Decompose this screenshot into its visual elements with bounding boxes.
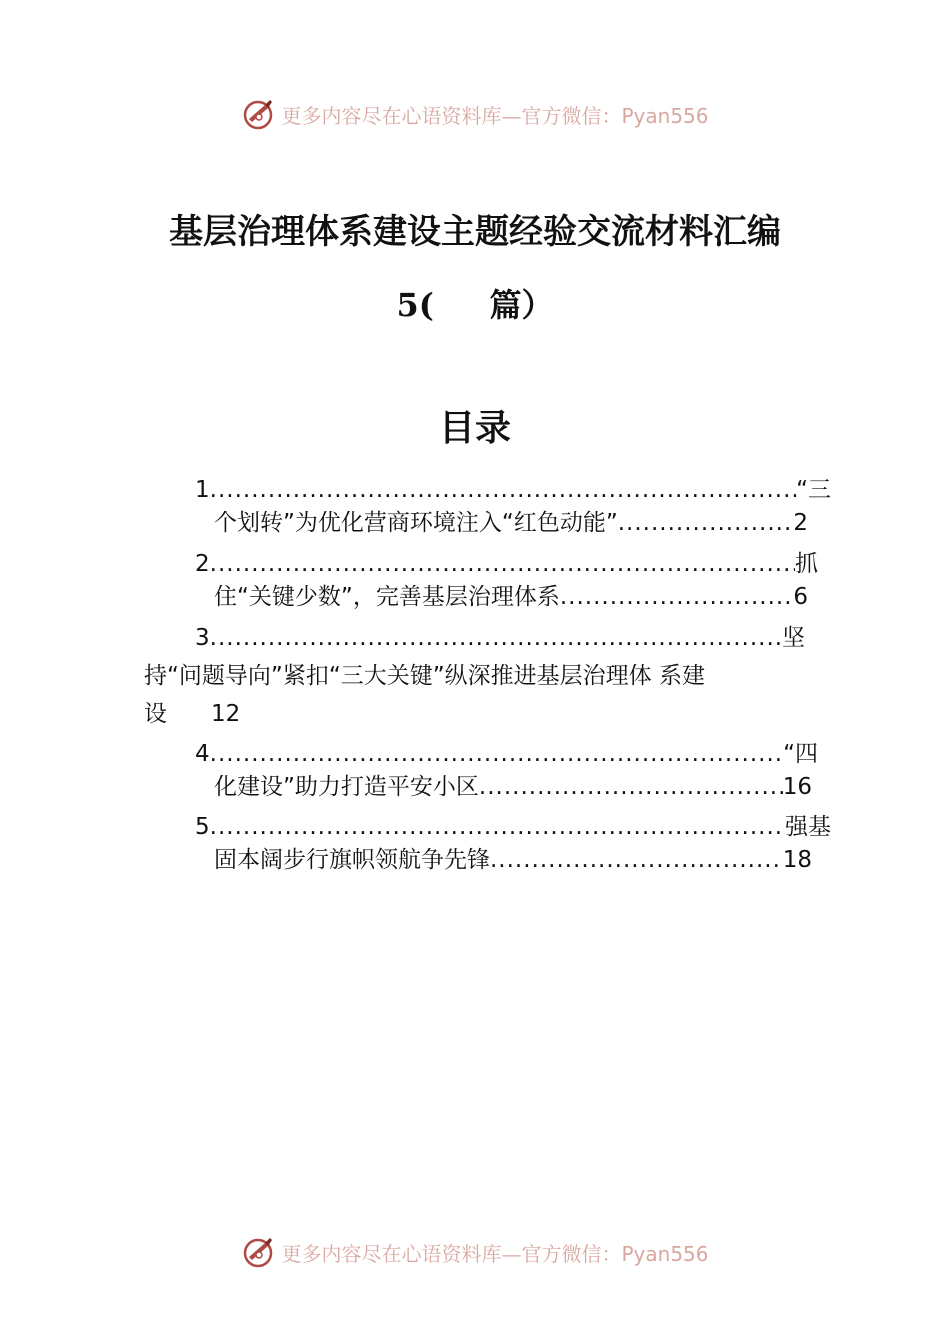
toc-leader-dots [210,739,783,769]
toc-entry-title: 固本阔步行旗帜领航争先锋 [214,847,490,873]
toc-entry-5-line-2[interactable] [214,845,812,875]
toc-entry-title: 住“关键少数”，完善基层治理体系 [214,584,560,610]
toc-entry-1-line-2[interactable] [214,508,808,538]
toc-leader-dots [210,475,796,505]
toc-entry-title-start: “四 [783,741,818,767]
watermark-label: 更多内容尽在心语资料库—官方微信： [281,103,622,128]
toc-entry-page: 6 [793,584,808,610]
watermark-wechat-id: Pyan556 [621,103,709,128]
footer-watermark [0,1232,950,1272]
document-subtitle: 5( 篇） [396,286,554,324]
watermark-label: 更多内容尽在心语资料库—官方微信： [281,1241,622,1266]
toc-entry-3-line-1[interactable] [195,623,805,653]
toc-entry-title: 个划转”为优化营商环境注入“红色动能” [214,510,618,536]
pen-logo-icon [241,97,275,131]
toc-entry-title-start: “三 [796,477,831,503]
header-watermark [0,94,950,134]
toc-entry-2-line-2[interactable] [214,582,808,612]
toc-entry-number: 4 [195,741,210,767]
watermark-text [281,1238,708,1267]
toc-leader-dots [210,623,782,653]
toc-entry-title-start: 坚 [782,625,805,651]
toc-entry-number: 5 [195,814,210,840]
toc-entry-page: 2 [793,510,808,536]
toc-entry-title-tail: 设 [144,701,167,727]
pen-logo-icon [241,1235,275,1269]
toc-leader-dots [210,549,795,579]
toc-entry-number: 3 [195,625,210,651]
toc-entry-5-line-1[interactable] [195,812,831,842]
toc-leader-dots [618,508,794,538]
watermark-text [281,100,708,129]
toc-entry-page: 12 [211,701,241,727]
toc-entry-title: 持“问题导向”紧扣“三大关键”纵深推进基层治理体 系建 [144,663,705,689]
toc-leader-dots [560,582,794,612]
toc-entry-3-line-2[interactable] [144,661,824,691]
toc-entry-3-line-3[interactable] [144,699,344,729]
document-title: 基层治理体系建设主题经验交流材料汇编 [169,212,781,252]
toc-entry-page: 16 [782,774,812,800]
toc-entry-2-line-1[interactable] [195,549,818,579]
toc-leader-dots [210,812,785,842]
watermark-wechat-id: Pyan556 [621,1241,709,1266]
toc-heading: 目录 [438,407,511,449]
toc-leader-dots [490,845,783,875]
toc-entry-number: 2 [195,551,210,577]
toc-entry-4-line-2[interactable] [214,772,812,802]
toc-entry-number: 1 [195,477,210,503]
toc-entry-title: 化建设”助力打造平安小区 [214,774,479,800]
toc-entry-4-line-1[interactable] [195,739,818,769]
toc-entry-page: 18 [782,847,812,873]
toc-entry-1-line-1[interactable] [195,475,831,505]
toc-entry-title-start: 抓 [795,551,818,577]
toc-leader-dots [479,772,783,802]
toc-entry-title-start: 强基 [785,814,831,840]
